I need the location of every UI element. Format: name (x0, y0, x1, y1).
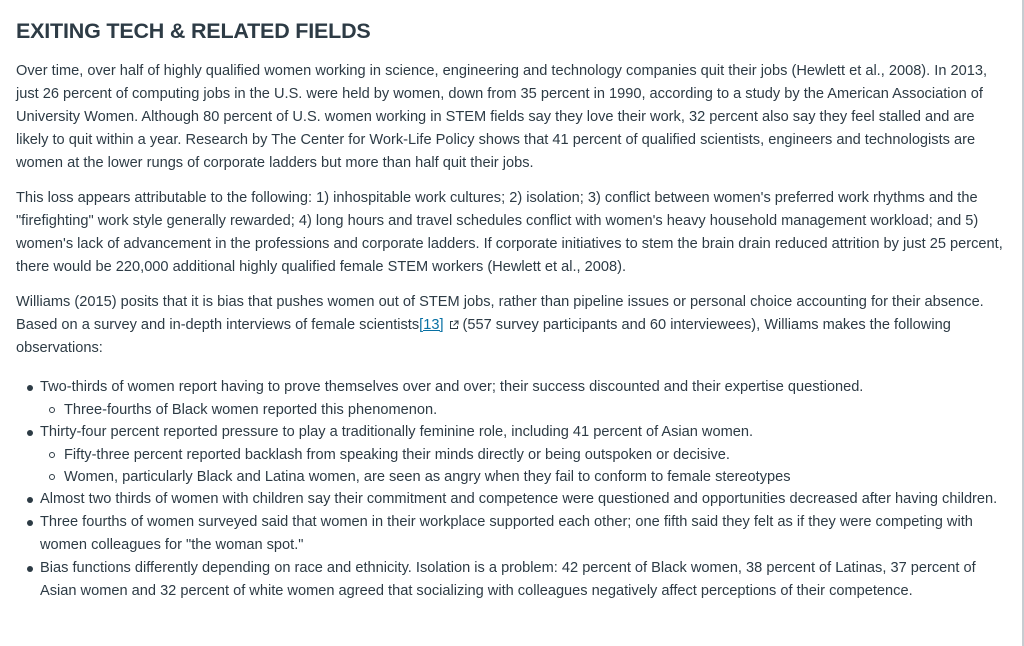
list-item-text: Almost two thirds of women with children say their commitment and competence were questioned and opportunities decreased after having children. (40, 491, 998, 507)
paragraph-1: Over time, over half of highly qualified women working in science, engineering and technology companies quit their jobs (Hewlett et al., 2008). In 2013, just 26 percent of computing jobs in the U.S. were held by women, down from 35 percent in 1990, according to a study by the American Association of University Women. Although 80 percent of U.S. women working in STEM fields say they love their work, 32 percent also say they feel stalled and are likely to quit within a year. Research by The Center for Work-Life Policy shows that 41 percent of qualified scientists, engineers and technologists are women at the lower rungs of corporate ladders but more than half quit their jobs. (16, 63, 988, 171)
list-item (16, 488, 1006, 511)
page-title: EXITING TECH & RELATED FIELDS (16, 19, 371, 43)
sub-list-item: Fifty-three percent reported backlash from speaking their minds directly or being outspoken or decisive. (40, 444, 1006, 466)
list-item (16, 557, 1006, 603)
sub-list-item: Women, particularly Black and Latina women, are seen as angry when they fail to conform to female stereotypes (40, 466, 1006, 488)
list-item (16, 511, 1006, 557)
list-item-text: Thirty-four percent reported pressure to play a traditionally feminine role, including 41 percent of Asian women. (40, 424, 754, 440)
citation-link[interactable]: [13] (419, 317, 444, 333)
paragraph-2: This loss appears attributable to the following: 1) inhospitable work cultures; 2) isolation; 3) conflict between women's preferred work rhythms and the "firefighting" work style generally rewarded; 4) long hours and travel schedules conflict with women's heavy household management workload; and 5) women's lack of advancement in the professions and corporate ladders. If corporate initiatives to stem the brain drain reduced attrition by just 25 percent, there would be 220,000 additional highly qualified female STEM workers (Hewlett et al., 2008). (16, 190, 1003, 275)
observations-list (16, 376, 1006, 603)
list-item-text: Three fourths of women surveyed said that women in their workplace supported each other; one fifth said they felt as if they were competing with women colleagues for "the woman spot." (40, 514, 973, 553)
sub-list (40, 444, 1006, 488)
list-item (16, 421, 1006, 488)
page-content (16, 0, 1006, 603)
list-item-text: Bias functions differently depending on race and ethnicity. Isolation is a problem: 42 percent of Black women, 38 percent of Latinas, 37 percent of Asian women and 32 percent of white women agreed that socializing with colleagues negatively affect perceptions of their competence. (40, 560, 976, 599)
paragraph-3-text-end: (557 survey participants and 60 interviewees), Williams makes the following observations: (16, 317, 951, 356)
list-item-text: Two-thirds of women report having to prove themselves over and over; their success discounted and their expertise questioned. (40, 379, 864, 395)
list-item (16, 376, 1006, 421)
paragraph-3-text: Williams (2015) posits that it is bias that pushes women out of STEM jobs, rather than pipeline issues or personal choice accounting for their absence. Based on a survey and in-depth interviews of female scientists (16, 294, 984, 333)
external-link-icon[interactable] (449, 315, 459, 325)
sub-list (40, 399, 1006, 421)
sub-list-item: Three-fourths of Black women reported this phenomenon. (40, 399, 1006, 421)
paragraph-3 (16, 291, 1006, 360)
